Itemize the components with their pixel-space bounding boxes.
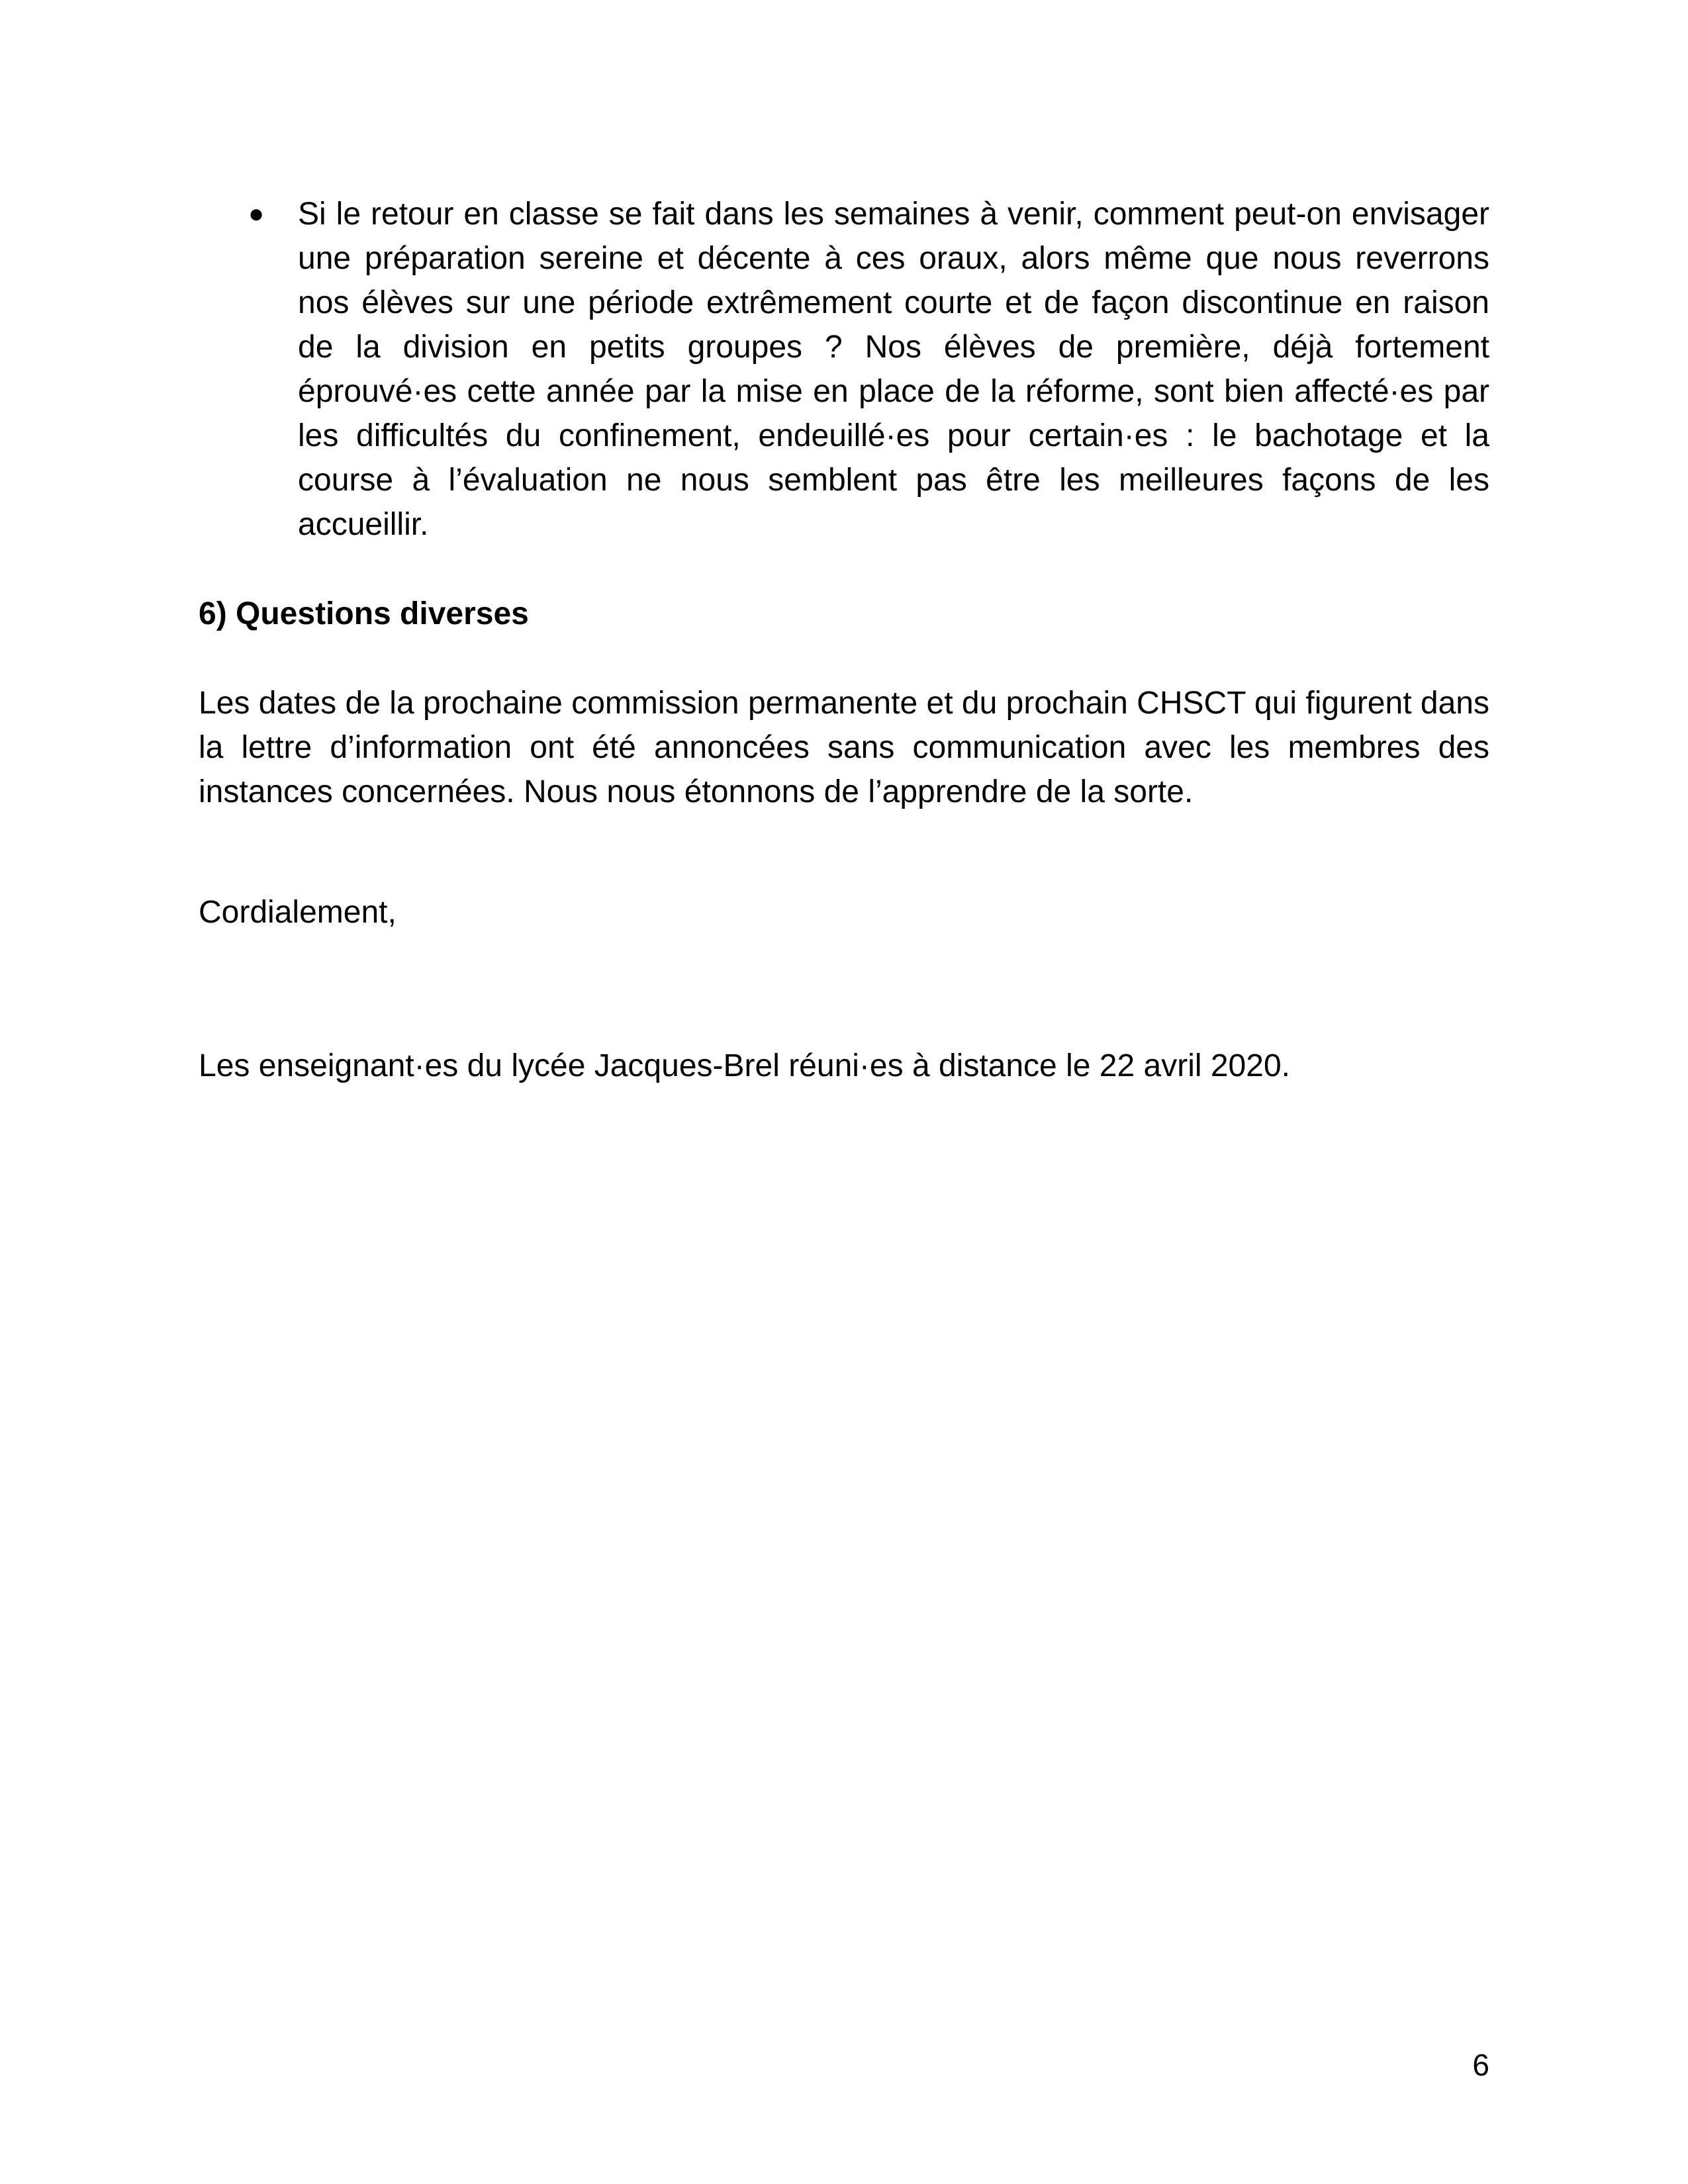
closing-salutation: Cordialement, <box>199 895 397 930</box>
section-heading: 6) Questions diverses <box>199 596 529 631</box>
page-number: 6 <box>1472 2048 1489 2082</box>
body-paragraph: Les dates de la prochaine commission permanente et du prochain CHSCT qui figurent dans la lettre d’information ont été annoncées sans communication avec les membres des instances concernées. Nous nous étonnons de l’apprendre de la sorte. <box>199 686 1489 809</box>
document-body <box>199 192 1489 1088</box>
signature-line: Les enseignant·es du lycée Jacques-Brel réuni·es à distance le 22 avril 2020. <box>199 1048 1290 1083</box>
bullet-text: Si le retour en classe se fait dans les semaines à venir, comment peut-on envisager une préparation sereine et décente à ces oraux, alors même que nous reverrons nos élèves sur une période extrêmement courte et de façon discontinue en raison de la division en petits groupes ? Nos élèves de première, déjà fortement éprouvé·es cette année par la mise en place de la réforme, sont bien affecté·es par les difficultés du confinement, endeuillé·es pour certain·es : le bachotage et la course à l’évaluation ne nous semblent pas être les meilleures façons de les accueillir. <box>298 197 1489 542</box>
bullet-list <box>199 192 1489 547</box>
list-item <box>199 192 1489 547</box>
bullet-icon: ● <box>248 199 265 228</box>
